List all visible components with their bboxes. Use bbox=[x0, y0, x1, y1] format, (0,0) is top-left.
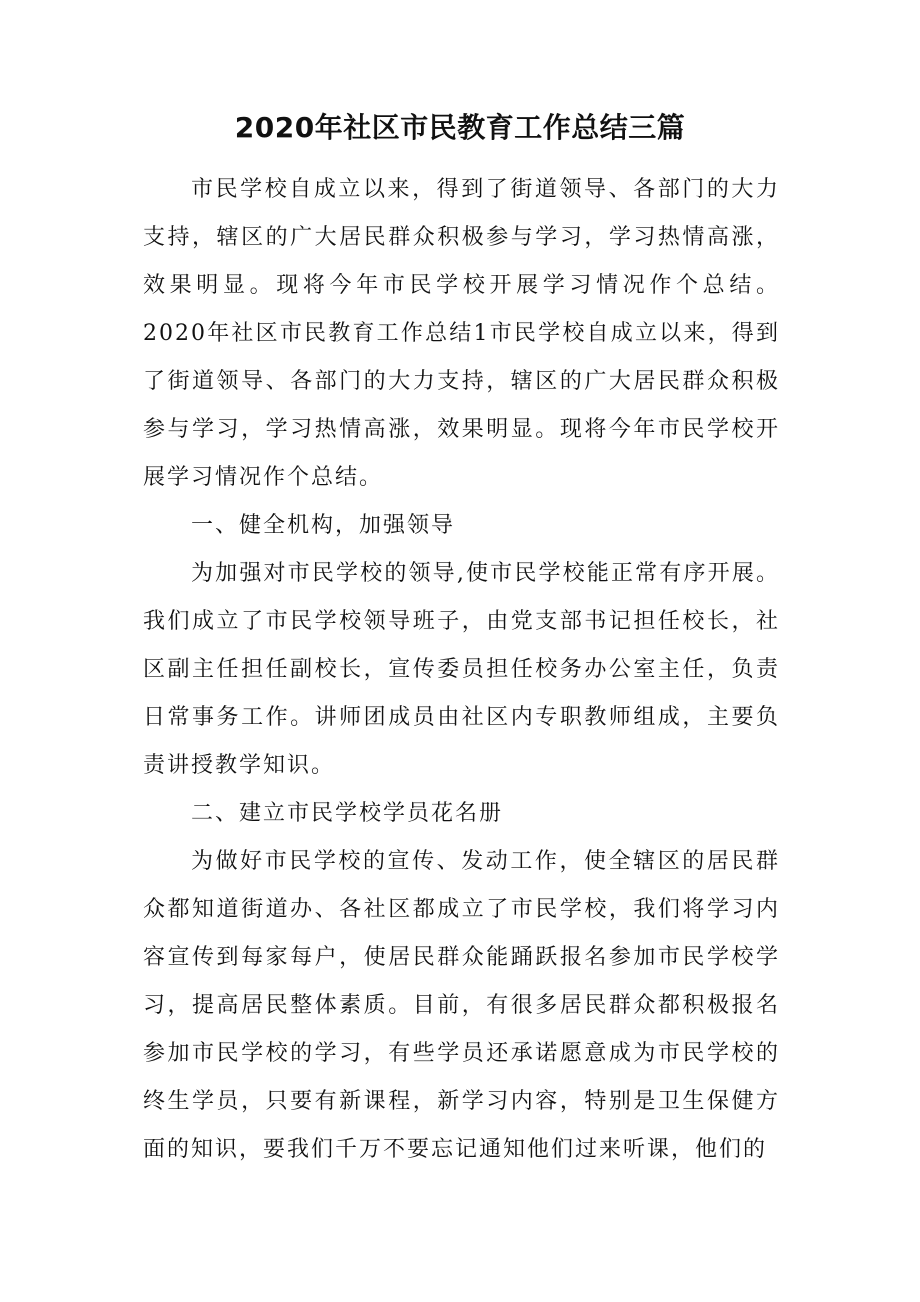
section-heading: 一、健全机构，加强领导 bbox=[191, 513, 456, 538]
document-title: 2020年社区市民教育工作总结三篇 bbox=[234, 111, 686, 144]
body-paragraph: 市民学校自成立以来，得到了街道领导、各部门的大力支持，辖区的广大居民群众积极参与学习，学习热情高涨，效果明显。现将今年市民学校开展学习情况作个总结。2020年社区市民教育工作总结1市民学校自成立以来，得到了街道领导、各部门的大力支持，辖区的广大居民群众积极参与学习，学习热情高涨，效果明显。现将今年市民学校开展学习情况作个总结。 bbox=[143, 177, 780, 490]
section-heading: 二、建立市民学校学员花名册 bbox=[191, 801, 504, 826]
document-body bbox=[143, 166, 780, 1174]
body-paragraph: 为做好市民学校的宣传、发动工作，使全辖区的居民群众都知道街道办、各社区都成立了市民学校，我们将学习内容宣传到每家每户，使居民群众能踊跃报名参加市民学校学习，提高居民整体素质。目前，有很多居民群众都积极报名参加市民学校的学习，有些学员还承诺愿意成为市民学校的终生学员，只要有新课程，新学习内容，特别是卫生保健方面的知识，要我们千万不要忘记通知他们过来听课，他们的 bbox=[143, 849, 780, 1162]
body-paragraph: 为加强对市民学校的领导,使市民学校能正常有序开展。我们成立了市民学校领导班子，由党支部书记担任校长，社区副主任担任副校长，宣传委员担任校务办公室主任，负责日常事务工作。讲师团成员由社区内专职教师组成，主要负责讲授教学知识。 bbox=[143, 561, 780, 778]
